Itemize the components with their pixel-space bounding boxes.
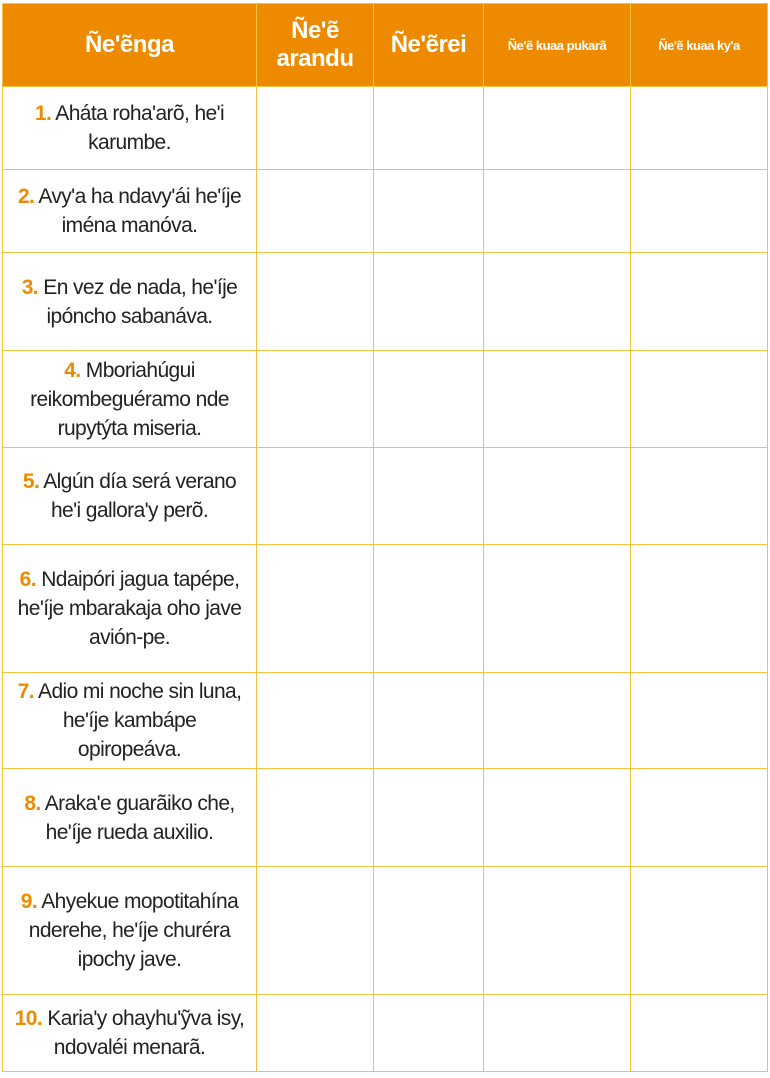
proverb-number: 8. bbox=[24, 791, 41, 815]
answer-cell-nee-kuaa-pukara[interactable] bbox=[484, 995, 631, 1072]
table-row bbox=[3, 448, 768, 545]
answer-cell-neerei[interactable] bbox=[374, 253, 484, 351]
answer-cell-nee-kuaa-pukara[interactable] bbox=[484, 253, 631, 351]
table-row bbox=[3, 253, 768, 351]
answer-cell-nee-kuaa-kya[interactable] bbox=[631, 673, 768, 769]
proverb-text: Ndaipóri jagua tapépe, he'íje mbarakaja oho jave avión-pe. bbox=[17, 568, 242, 649]
proverb-text: Adio mi noche sin luna, he'íje kambápe opiropeáva. bbox=[38, 680, 242, 761]
answer-cell-nee-kuaa-kya[interactable] bbox=[631, 253, 768, 351]
answer-cell-nee-kuaa-pukara[interactable] bbox=[484, 448, 631, 545]
proverb-text: Avy'a ha ndavy'ái he'íje iména manóva. bbox=[38, 185, 242, 237]
answer-cell-nee-kuaa-pukara[interactable] bbox=[484, 170, 631, 253]
proverb-number: 10. bbox=[14, 1007, 43, 1030]
answer-cell-neerei[interactable] bbox=[374, 867, 484, 995]
header-nee-kuaa-pukara: Ñe'ẽ kuaa pukarã bbox=[484, 4, 631, 87]
proverb-text: Ahyekue mopotitahína nderehe, he'íje churéra ipochy jave. bbox=[28, 890, 239, 971]
answer-cell-nee-arandu[interactable] bbox=[257, 253, 374, 351]
answer-cell-nee-kuaa-pukara[interactable] bbox=[484, 673, 631, 769]
table-row bbox=[3, 545, 768, 673]
table-row bbox=[3, 351, 768, 448]
proverb-cell bbox=[3, 253, 257, 351]
proverbs-table bbox=[2, 3, 768, 1072]
answer-cell-nee-arandu[interactable] bbox=[257, 448, 374, 545]
answer-cell-nee-arandu[interactable] bbox=[257, 87, 374, 170]
header-nee-kuaa-kya: Ñe'ẽ kuaa ky'a bbox=[631, 4, 768, 87]
header-neerei: Ñe'ẽrei bbox=[374, 4, 484, 87]
answer-cell-neerei[interactable] bbox=[374, 448, 484, 545]
proverb-number: 2. bbox=[17, 185, 35, 208]
answer-cell-nee-kuaa-kya[interactable] bbox=[631, 867, 768, 995]
answer-cell-nee-arandu[interactable] bbox=[257, 995, 374, 1072]
table-row bbox=[3, 170, 768, 253]
proverb-number: 9. bbox=[20, 890, 38, 913]
header-row bbox=[3, 4, 768, 87]
answer-cell-neerei[interactable] bbox=[374, 351, 484, 448]
answer-cell-nee-kuaa-pukara[interactable] bbox=[484, 87, 631, 170]
answer-cell-nee-kuaa-kya[interactable] bbox=[631, 351, 768, 448]
proverb-cell bbox=[3, 351, 257, 448]
proverb-cell bbox=[3, 867, 257, 995]
table-row bbox=[3, 867, 768, 995]
proverb-text: En vez de nada, he'íje ipóncho sabanáva. bbox=[43, 275, 238, 328]
proverb-text: Karia'y ohayhu'ỹva isy, ndovaléi menarã. bbox=[47, 1007, 245, 1059]
answer-cell-nee-kuaa-pukara[interactable] bbox=[484, 545, 631, 673]
answer-cell-nee-kuaa-kya[interactable] bbox=[631, 545, 768, 673]
proverb-text: Araka'e guarãiko che, he'íje rueda auxilio. bbox=[44, 791, 235, 844]
header-nee-arandu: Ñe'ẽ arandu bbox=[257, 4, 374, 87]
table-row bbox=[3, 995, 768, 1072]
answer-cell-nee-arandu[interactable] bbox=[257, 351, 374, 448]
header-neenga: Ñe'ẽnga bbox=[3, 4, 257, 87]
answer-cell-nee-kuaa-kya[interactable] bbox=[631, 769, 768, 867]
proverb-text: Algún día será verano he'i gallora'y perõ. bbox=[43, 470, 237, 522]
answer-cell-neerei[interactable] bbox=[374, 769, 484, 867]
proverb-cell bbox=[3, 673, 257, 769]
answer-cell-nee-arandu[interactable] bbox=[257, 673, 374, 769]
answer-cell-nee-kuaa-pukara[interactable] bbox=[484, 867, 631, 995]
proverb-number: 1. bbox=[34, 102, 52, 125]
proverb-cell bbox=[3, 170, 257, 253]
answer-cell-nee-kuaa-pukara[interactable] bbox=[484, 351, 631, 448]
answer-cell-nee-kuaa-kya[interactable] bbox=[631, 995, 768, 1072]
proverb-text: Mboriahúgui reikombeguéramo nde rupytýta miseria. bbox=[30, 358, 229, 440]
answer-cell-nee-kuaa-kya[interactable] bbox=[631, 170, 768, 253]
answer-cell-neerei[interactable] bbox=[374, 170, 484, 253]
answer-cell-nee-arandu[interactable] bbox=[257, 545, 374, 673]
answer-cell-nee-kuaa-kya[interactable] bbox=[631, 87, 768, 170]
answer-cell-neerei[interactable] bbox=[374, 995, 484, 1072]
answer-cell-nee-arandu[interactable] bbox=[257, 867, 374, 995]
proverb-text: Aháta roha'arõ, he'i karumbe. bbox=[55, 102, 225, 154]
proverb-number: 7. bbox=[17, 680, 34, 703]
table-row bbox=[3, 769, 768, 867]
answer-cell-nee-arandu[interactable] bbox=[257, 769, 374, 867]
table-row bbox=[3, 87, 768, 170]
proverb-cell bbox=[3, 769, 257, 867]
answer-cell-neerei[interactable] bbox=[374, 87, 484, 170]
answer-cell-nee-arandu[interactable] bbox=[257, 170, 374, 253]
answer-cell-nee-kuaa-pukara[interactable] bbox=[484, 769, 631, 867]
proverb-number: 5. bbox=[22, 470, 40, 493]
proverb-cell bbox=[3, 545, 257, 673]
answer-cell-neerei[interactable] bbox=[374, 673, 484, 769]
table-row bbox=[3, 673, 768, 769]
proverb-number: 3. bbox=[21, 275, 39, 299]
proverb-cell bbox=[3, 87, 257, 170]
answer-cell-nee-kuaa-kya[interactable] bbox=[631, 448, 768, 545]
proverb-number: 4. bbox=[64, 358, 81, 382]
proverb-number: 6. bbox=[19, 568, 36, 591]
answer-cell-neerei[interactable] bbox=[374, 545, 484, 673]
proverb-cell bbox=[3, 448, 257, 545]
proverb-cell bbox=[3, 995, 257, 1072]
